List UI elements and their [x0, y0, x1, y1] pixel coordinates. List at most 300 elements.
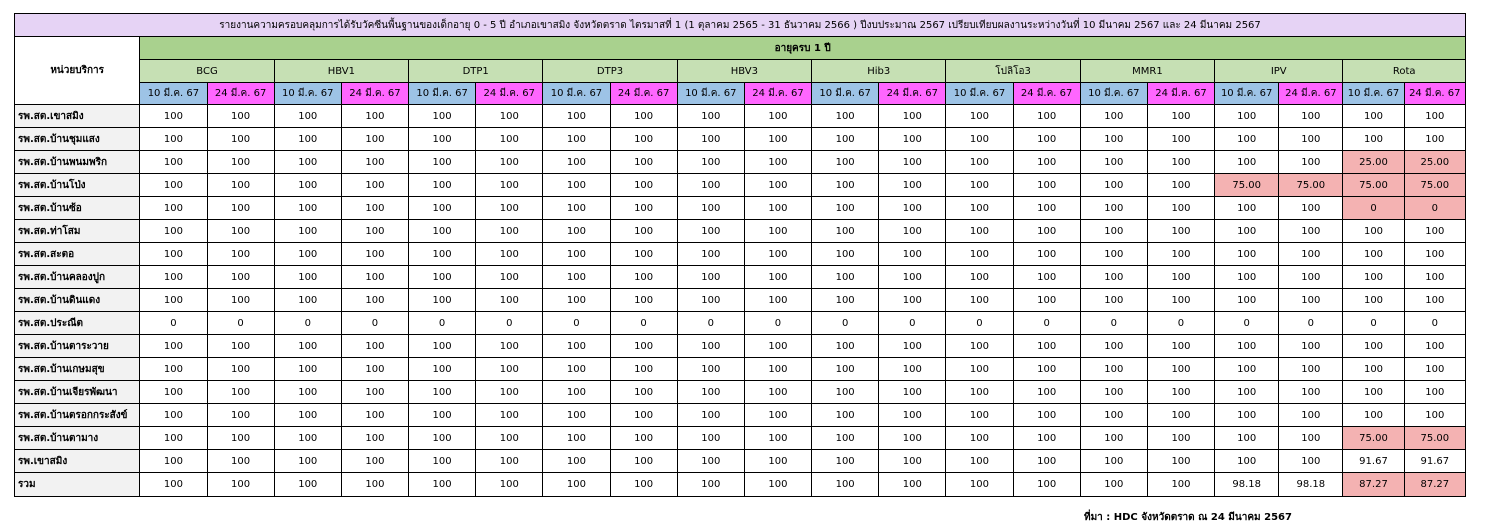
coverage-cell: 100 — [543, 404, 610, 427]
coverage-cell: 100 — [207, 151, 274, 174]
coverage-cell: 100 — [1013, 105, 1080, 128]
coverage-cell: 0 — [1404, 197, 1465, 220]
table-row — [15, 450, 1466, 473]
coverage-cell: 100 — [1147, 220, 1214, 243]
coverage-cell: 100 — [946, 358, 1013, 381]
coverage-cell: 100 — [677, 266, 744, 289]
coverage-cell: 100 — [744, 197, 811, 220]
coverage-cell: 100 — [476, 266, 543, 289]
coverage-cell: 100 — [1147, 197, 1214, 220]
coverage-cell: 100 — [1215, 381, 1279, 404]
coverage-cell: 100 — [879, 105, 946, 128]
coverage-cell: 100 — [946, 197, 1013, 220]
coverage-cell: 100 — [879, 151, 946, 174]
coverage-cell: 100 — [946, 151, 1013, 174]
coverage-cell: 100 — [543, 335, 610, 358]
coverage-cell: 100 — [341, 174, 408, 197]
coverage-cell: 100 — [677, 128, 744, 151]
coverage-cell: 100 — [879, 128, 946, 151]
date-header-mar-24: 24 มี.ค. 67 — [476, 83, 543, 105]
coverage-cell: 100 — [1013, 427, 1080, 450]
date-header-mar-10: 10 มี.ค. 67 — [946, 83, 1013, 105]
coverage-cell: 0 — [812, 312, 879, 335]
coverage-cell: 100 — [946, 128, 1013, 151]
unit-name: รพ.สต.บ้านเจียรพัฒนา — [15, 381, 140, 404]
table-row — [15, 289, 1466, 312]
coverage-cell: 100 — [207, 197, 274, 220]
coverage-cell: 100 — [274, 358, 341, 381]
coverage-cell: 100 — [1215, 220, 1279, 243]
vaccine-header: HBV1 — [274, 60, 408, 83]
date-header-mar-24: 24 มี.ค. 67 — [879, 83, 946, 105]
coverage-cell: 100 — [140, 174, 207, 197]
table-row — [15, 473, 1466, 497]
coverage-cell: 100 — [946, 450, 1013, 473]
coverage-cell: 100 — [476, 151, 543, 174]
coverage-cell: 0 — [1080, 312, 1147, 335]
coverage-cell: 100 — [1279, 427, 1343, 450]
unit-name: รพ.สต.ประณีต — [15, 312, 140, 335]
date-header-mar-10: 10 มี.ค. 67 — [1343, 83, 1404, 105]
unit-name: รพ.สต.บ้านตามาง — [15, 427, 140, 450]
coverage-cell: 100 — [341, 381, 408, 404]
coverage-cell: 100 — [1147, 128, 1214, 151]
coverage-cell: 100 — [341, 450, 408, 473]
coverage-cell: 100 — [341, 358, 408, 381]
unit-name: รพ.สต.บ้านคลองปูก — [15, 266, 140, 289]
coverage-cell: 100 — [1147, 289, 1214, 312]
coverage-cell: 100 — [207, 427, 274, 450]
coverage-cell: 100 — [1147, 473, 1214, 497]
date-header-mar-10: 10 มี.ค. 67 — [543, 83, 610, 105]
coverage-cell: 100 — [1343, 105, 1404, 128]
coverage-cell: 100 — [274, 381, 341, 404]
coverage-cell: 100 — [812, 243, 879, 266]
coverage-cell: 100 — [1080, 289, 1147, 312]
date-header-row — [15, 83, 1466, 105]
coverage-cell: 100 — [409, 105, 476, 128]
unit-name: รพ.สต.บ้านเกษมสุข — [15, 358, 140, 381]
coverage-cell: 100 — [274, 473, 341, 497]
unit-name: รพ.เขาสมิง — [15, 450, 140, 473]
coverage-cell: 100 — [744, 335, 811, 358]
coverage-cell: 100 — [207, 381, 274, 404]
coverage-cell: 75.00 — [1343, 174, 1404, 197]
coverage-cell: 100 — [1147, 105, 1214, 128]
coverage-cell: 100 — [610, 450, 677, 473]
coverage-cell: 100 — [341, 128, 408, 151]
coverage-cell: 0 — [1404, 312, 1465, 335]
coverage-cell: 100 — [677, 151, 744, 174]
coverage-cell: 100 — [140, 128, 207, 151]
unit-name: รพ.สต.บ้านดินแดง — [15, 289, 140, 312]
coverage-cell: 100 — [140, 427, 207, 450]
unit-name: รพ.สต.บ้านตรอกกระสังข์ — [15, 404, 140, 427]
coverage-cell: 100 — [610, 151, 677, 174]
coverage-cell: 100 — [744, 381, 811, 404]
coverage-cell: 100 — [812, 197, 879, 220]
coverage-cell: 0 — [274, 312, 341, 335]
coverage-cell: 100 — [610, 266, 677, 289]
coverage-cell: 100 — [543, 266, 610, 289]
coverage-cell: 100 — [610, 289, 677, 312]
unit-name: รพ.สต.บ้านโป่ง — [15, 174, 140, 197]
unit-name: รพ.สต.เขาสมิง — [15, 105, 140, 128]
unit-name: รพ.สต.บ้านชุมแสง — [15, 128, 140, 151]
coverage-cell: 0 — [1343, 197, 1404, 220]
coverage-cell: 100 — [1404, 381, 1465, 404]
date-header-mar-10: 10 มี.ค. 67 — [274, 83, 341, 105]
coverage-cell: 100 — [476, 450, 543, 473]
coverage-cell: 100 — [207, 404, 274, 427]
coverage-cell: 100 — [543, 243, 610, 266]
coverage-cell: 100 — [1147, 151, 1214, 174]
coverage-cell: 100 — [1080, 151, 1147, 174]
coverage-cell: 100 — [140, 450, 207, 473]
coverage-cell: 100 — [879, 174, 946, 197]
coverage-cell: 100 — [677, 105, 744, 128]
coverage-cell: 100 — [341, 289, 408, 312]
coverage-cell: 100 — [1279, 266, 1343, 289]
coverage-cell: 100 — [409, 427, 476, 450]
coverage-cell: 100 — [1404, 266, 1465, 289]
coverage-cell: 100 — [1147, 381, 1214, 404]
coverage-cell: 100 — [610, 128, 677, 151]
coverage-cell: 100 — [1215, 266, 1279, 289]
coverage-cell: 100 — [1080, 450, 1147, 473]
coverage-cell: 100 — [610, 105, 677, 128]
table-row — [15, 197, 1466, 220]
coverage-cell: 100 — [1080, 243, 1147, 266]
coverage-cell: 100 — [207, 358, 274, 381]
coverage-cell: 100 — [207, 220, 274, 243]
coverage-cell: 100 — [1080, 427, 1147, 450]
coverage-cell: 100 — [1343, 335, 1404, 358]
coverage-cell: 100 — [812, 450, 879, 473]
vaccine-coverage-table — [14, 13, 1466, 497]
date-header-mar-24: 24 มี.ค. 67 — [610, 83, 677, 105]
coverage-cell: 100 — [1279, 358, 1343, 381]
coverage-cell: 100 — [341, 335, 408, 358]
coverage-cell: 100 — [812, 266, 879, 289]
date-header-mar-10: 10 มี.ค. 67 — [140, 83, 207, 105]
coverage-cell: 100 — [677, 335, 744, 358]
coverage-cell: 100 — [677, 404, 744, 427]
coverage-cell: 100 — [409, 266, 476, 289]
coverage-cell: 100 — [744, 128, 811, 151]
coverage-cell: 91.67 — [1404, 450, 1465, 473]
coverage-cell: 100 — [812, 381, 879, 404]
coverage-cell: 100 — [1215, 289, 1279, 312]
coverage-cell: 100 — [744, 105, 811, 128]
coverage-cell: 100 — [140, 404, 207, 427]
coverage-cell: 100 — [274, 266, 341, 289]
coverage-cell: 100 — [1147, 427, 1214, 450]
coverage-cell: 100 — [677, 243, 744, 266]
coverage-cell: 100 — [1343, 128, 1404, 151]
coverage-cell: 100 — [543, 128, 610, 151]
coverage-cell: 100 — [543, 197, 610, 220]
date-header-mar-24: 24 มี.ค. 67 — [207, 83, 274, 105]
coverage-cell: 100 — [677, 358, 744, 381]
date-header-mar-24: 24 มี.ค. 67 — [1013, 83, 1080, 105]
coverage-cell: 100 — [812, 174, 879, 197]
coverage-cell: 100 — [677, 427, 744, 450]
coverage-cell: 100 — [140, 289, 207, 312]
coverage-cell: 100 — [476, 427, 543, 450]
coverage-cell: 100 — [543, 473, 610, 497]
coverage-cell: 100 — [274, 335, 341, 358]
date-header-mar-10: 10 มี.ค. 67 — [812, 83, 879, 105]
coverage-cell: 100 — [946, 381, 1013, 404]
coverage-cell: 100 — [341, 473, 408, 497]
coverage-cell: 0 — [1279, 312, 1343, 335]
coverage-cell: 100 — [409, 128, 476, 151]
table-body — [15, 105, 1466, 497]
date-header-mar-10: 10 มี.ค. 67 — [409, 83, 476, 105]
coverage-cell: 100 — [476, 289, 543, 312]
coverage-cell: 100 — [1279, 197, 1343, 220]
coverage-cell: 100 — [1080, 105, 1147, 128]
coverage-cell: 100 — [341, 151, 408, 174]
report-table-wrapper — [14, 13, 1466, 497]
table-row — [15, 105, 1466, 128]
coverage-cell: 100 — [207, 450, 274, 473]
coverage-cell: 100 — [1215, 128, 1279, 151]
coverage-cell: 100 — [409, 243, 476, 266]
coverage-cell: 100 — [409, 220, 476, 243]
coverage-cell: 0 — [879, 312, 946, 335]
coverage-cell: 100 — [1013, 473, 1080, 497]
table-row — [15, 220, 1466, 243]
coverage-cell: 100 — [274, 427, 341, 450]
coverage-cell: 100 — [879, 427, 946, 450]
coverage-cell: 100 — [610, 174, 677, 197]
coverage-cell: 100 — [409, 174, 476, 197]
coverage-cell: 100 — [677, 473, 744, 497]
coverage-cell: 100 — [476, 105, 543, 128]
coverage-cell: 100 — [1215, 335, 1279, 358]
coverage-cell: 100 — [207, 335, 274, 358]
coverage-cell: 100 — [879, 473, 946, 497]
coverage-cell: 100 — [409, 151, 476, 174]
coverage-cell: 100 — [1279, 450, 1343, 473]
table-row — [15, 358, 1466, 381]
coverage-cell: 100 — [1147, 404, 1214, 427]
coverage-cell: 100 — [1343, 266, 1404, 289]
coverage-cell: 100 — [677, 197, 744, 220]
unit-name: รพ.สต.บ้านซ้อ — [15, 197, 140, 220]
date-header-mar-10: 10 มี.ค. 67 — [1215, 83, 1279, 105]
vaccine-header: DTP1 — [409, 60, 543, 83]
coverage-cell: 100 — [677, 289, 744, 312]
unit-name: รพ.สต.ท่าโสม — [15, 220, 140, 243]
coverage-cell: 100 — [140, 197, 207, 220]
coverage-cell: 100 — [1080, 266, 1147, 289]
coverage-cell: 100 — [409, 197, 476, 220]
vaccine-header: DTP3 — [543, 60, 677, 83]
coverage-cell: 100 — [1080, 174, 1147, 197]
coverage-cell: 100 — [140, 105, 207, 128]
coverage-cell: 100 — [274, 220, 341, 243]
coverage-cell: 100 — [1215, 450, 1279, 473]
coverage-cell: 0 — [1147, 312, 1214, 335]
table-row — [15, 312, 1466, 335]
coverage-cell: 100 — [879, 404, 946, 427]
coverage-cell: 100 — [341, 404, 408, 427]
coverage-cell: 100 — [274, 243, 341, 266]
coverage-cell: 100 — [1080, 381, 1147, 404]
coverage-cell: 100 — [140, 473, 207, 497]
coverage-cell: 100 — [1279, 220, 1343, 243]
coverage-cell: 100 — [1404, 243, 1465, 266]
coverage-cell: 0 — [946, 312, 1013, 335]
coverage-cell: 100 — [1343, 220, 1404, 243]
coverage-cell: 100 — [1343, 381, 1404, 404]
coverage-cell: 100 — [879, 289, 946, 312]
coverage-cell: 100 — [812, 358, 879, 381]
coverage-cell: 100 — [610, 473, 677, 497]
coverage-cell: 100 — [879, 266, 946, 289]
coverage-cell: 100 — [1343, 404, 1404, 427]
coverage-cell: 100 — [341, 220, 408, 243]
table-row — [15, 427, 1466, 450]
date-header-mar-24: 24 มี.ค. 67 — [1147, 83, 1214, 105]
source-note: ที่มา : HDC จังหวัดตราด ณ 24 มีนาคม 2567 — [1084, 512, 1292, 523]
coverage-cell: 100 — [1147, 335, 1214, 358]
coverage-cell: 100 — [1013, 151, 1080, 174]
coverage-cell: 100 — [744, 289, 811, 312]
coverage-cell: 0 — [1013, 312, 1080, 335]
coverage-cell: 100 — [1343, 243, 1404, 266]
coverage-cell: 100 — [1013, 335, 1080, 358]
coverage-cell: 100 — [1013, 128, 1080, 151]
coverage-cell: 0 — [409, 312, 476, 335]
coverage-cell: 100 — [543, 427, 610, 450]
coverage-cell: 100 — [409, 358, 476, 381]
coverage-cell: 100 — [946, 220, 1013, 243]
date-header-mar-24: 24 มี.ค. 67 — [744, 83, 811, 105]
date-header-mar-24: 24 มี.ค. 67 — [1404, 83, 1465, 105]
coverage-cell: 100 — [1343, 289, 1404, 312]
coverage-cell: 100 — [543, 220, 610, 243]
coverage-cell: 100 — [1404, 128, 1465, 151]
coverage-cell: 98.18 — [1279, 473, 1343, 497]
coverage-cell: 100 — [610, 358, 677, 381]
coverage-cell: 100 — [1147, 174, 1214, 197]
coverage-cell: 100 — [677, 174, 744, 197]
coverage-cell: 100 — [140, 220, 207, 243]
coverage-cell: 100 — [879, 358, 946, 381]
coverage-cell: 100 — [610, 335, 677, 358]
coverage-cell: 100 — [1080, 473, 1147, 497]
vaccine-header: IPV — [1215, 60, 1343, 83]
coverage-cell: 100 — [812, 427, 879, 450]
coverage-cell: 100 — [476, 128, 543, 151]
coverage-cell: 100 — [946, 427, 1013, 450]
coverage-cell: 87.27 — [1343, 473, 1404, 497]
coverage-cell: 100 — [1080, 197, 1147, 220]
coverage-cell: 100 — [610, 381, 677, 404]
coverage-cell: 100 — [274, 289, 341, 312]
coverage-cell: 0 — [1343, 312, 1404, 335]
coverage-cell: 100 — [543, 289, 610, 312]
vaccine-header-row — [15, 60, 1466, 83]
coverage-cell: 100 — [207, 243, 274, 266]
coverage-cell: 100 — [341, 243, 408, 266]
coverage-cell: 75.00 — [1279, 174, 1343, 197]
vaccine-header: BCG — [140, 60, 274, 83]
coverage-cell: 100 — [1279, 243, 1343, 266]
coverage-cell: 100 — [1215, 243, 1279, 266]
unit-header: หน่วยบริการ — [15, 37, 140, 105]
coverage-cell: 100 — [1013, 404, 1080, 427]
coverage-cell: 100 — [1147, 266, 1214, 289]
coverage-cell: 0 — [1215, 312, 1279, 335]
date-header-mar-24: 24 มี.ค. 67 — [1279, 83, 1343, 105]
coverage-cell: 100 — [946, 174, 1013, 197]
coverage-cell: 100 — [1013, 381, 1080, 404]
coverage-cell: 0 — [610, 312, 677, 335]
coverage-cell: 100 — [879, 197, 946, 220]
coverage-cell: 100 — [946, 243, 1013, 266]
coverage-cell: 100 — [610, 427, 677, 450]
coverage-cell: 100 — [946, 473, 1013, 497]
coverage-cell: 100 — [207, 128, 274, 151]
coverage-cell: 100 — [1013, 450, 1080, 473]
coverage-cell: 100 — [1279, 128, 1343, 151]
coverage-cell: 100 — [1279, 289, 1343, 312]
coverage-cell: 100 — [879, 243, 946, 266]
coverage-cell: 100 — [274, 197, 341, 220]
vaccine-header: Hib3 — [812, 60, 946, 83]
coverage-cell: 100 — [1215, 197, 1279, 220]
coverage-cell: 100 — [1147, 358, 1214, 381]
table-row — [15, 128, 1466, 151]
coverage-cell: 100 — [1147, 450, 1214, 473]
date-header-mar-10: 10 มี.ค. 67 — [677, 83, 744, 105]
coverage-cell: 100 — [1404, 105, 1465, 128]
coverage-cell: 100 — [744, 151, 811, 174]
unit-name: รพ.สต.บ้านตาระวาย — [15, 335, 140, 358]
coverage-cell: 100 — [879, 381, 946, 404]
coverage-cell: 75.00 — [1215, 174, 1279, 197]
coverage-cell: 0 — [677, 312, 744, 335]
coverage-cell: 100 — [812, 473, 879, 497]
coverage-cell: 100 — [1080, 220, 1147, 243]
coverage-cell: 100 — [1404, 358, 1465, 381]
coverage-cell: 100 — [1215, 404, 1279, 427]
coverage-cell: 100 — [207, 289, 274, 312]
date-header-mar-24: 24 มี.ค. 67 — [341, 83, 408, 105]
coverage-cell: 100 — [1279, 151, 1343, 174]
coverage-cell: 100 — [1343, 358, 1404, 381]
coverage-cell: 100 — [1080, 128, 1147, 151]
coverage-cell: 100 — [744, 450, 811, 473]
coverage-cell: 100 — [476, 404, 543, 427]
coverage-cell: 100 — [946, 404, 1013, 427]
coverage-cell: 100 — [812, 105, 879, 128]
coverage-cell: 100 — [274, 128, 341, 151]
coverage-cell: 100 — [744, 427, 811, 450]
coverage-cell: 100 — [610, 220, 677, 243]
coverage-cell: 100 — [1279, 381, 1343, 404]
coverage-cell: 100 — [409, 404, 476, 427]
coverage-cell: 100 — [1215, 358, 1279, 381]
coverage-cell: 100 — [1013, 266, 1080, 289]
coverage-cell: 100 — [744, 243, 811, 266]
coverage-cell: 91.67 — [1343, 450, 1404, 473]
